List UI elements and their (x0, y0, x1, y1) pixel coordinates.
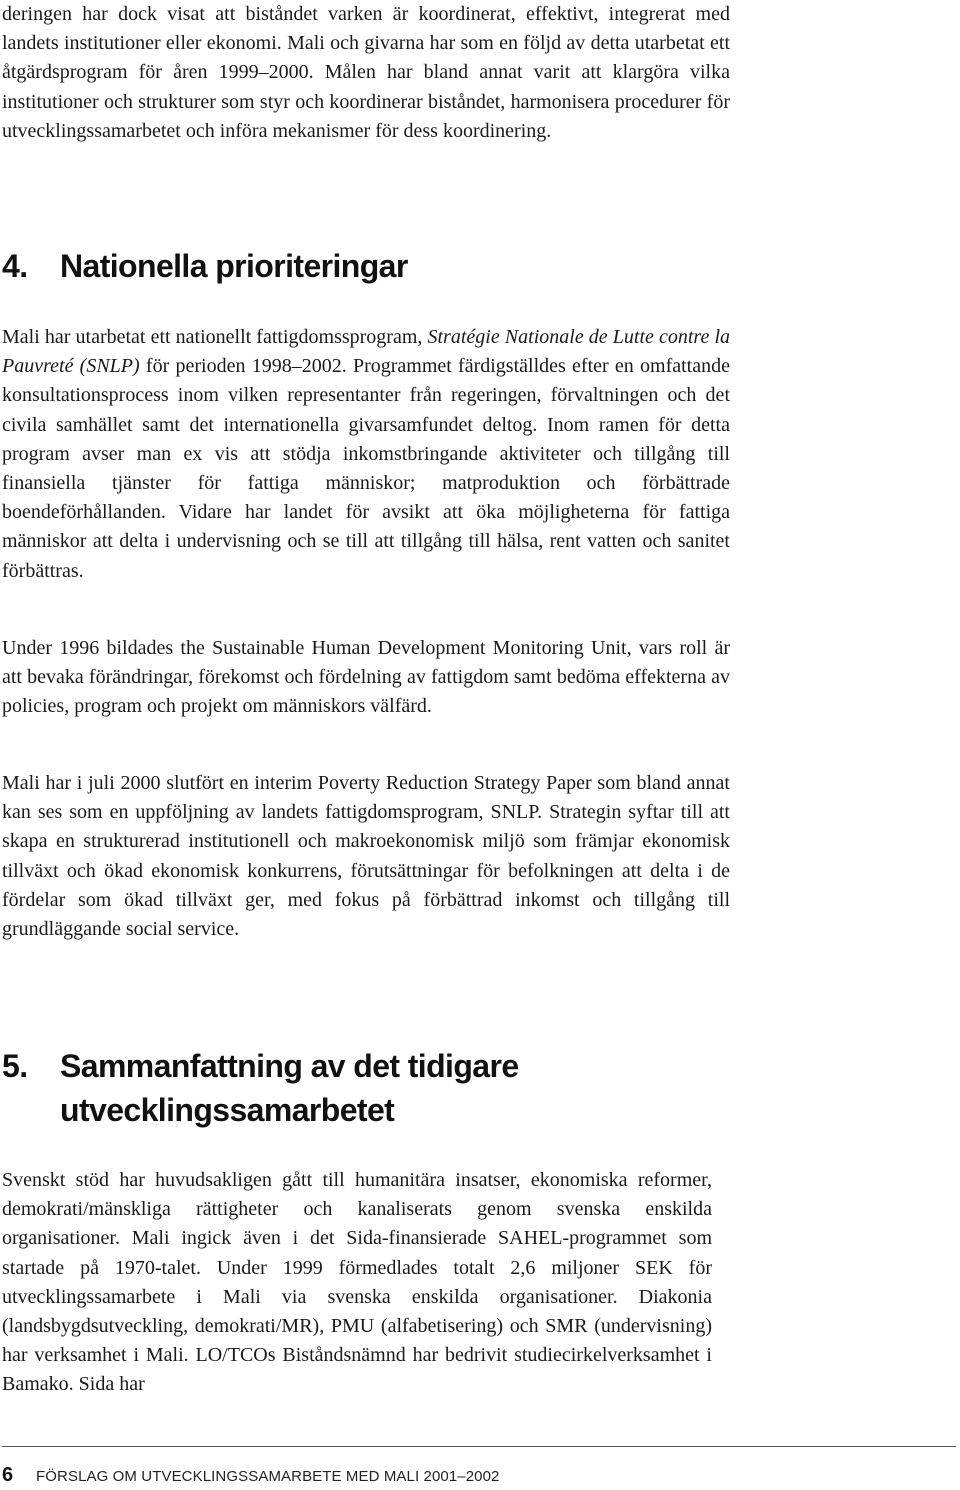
section-4-paragraph-1 (2, 323, 730, 586)
intro-paragraph: deringen har dock visat att biståndet varken är koordinerat, effektivt, integrerat med landets institutioner eller ekonomi. Mali och givarna har som en följd av detta utarbetat ett åtgärdsprogram för åren 1999–2000. Målen har bland annat varit att klargöra vilka institutioner och strukturer som styr och koordinerar biståndet, harmonisera procedurer för utvecklingssamarbetet och införa mekanismer för dess koordinering. (2, 3, 730, 142)
section-4-heading (2, 244, 408, 288)
footer-divider (2, 1446, 956, 1447)
section-4-paragraph-1-rest: för perioden 1998–2002. Programmet färdigställdes efter en omfattande konsultationsprocess inom vilken representanter från regeringen, förvaltningen och det civila samhället samt det internationella givarsamfundet deltog. Inom ramen för detta program avser man ex vis att stödja inkomstbringande aktiviteter och tillgång till finansiella tjänster för fattiga människor; matproduktion och förbättrade boendeförhållanden. Vidare har landet för avsikt att öka möjligheterna för fattiga människor att delta i undervisning och se till att tillgång till hälsa, rent vatten och sanitet förbättras. (2, 355, 730, 582)
page-footer (2, 1464, 499, 1490)
section-4-title: Nationella prioriteringar (60, 248, 408, 284)
section-4-paragraph-1-start: Mali har utarbetat ett nationellt fattigdomssprogram, (2, 326, 428, 348)
running-title: FÖRSLAG OM UTVECKLINGSSAMARBETE MED MALI 2001–2002 (36, 1468, 500, 1485)
section-4-paragraph-2: Under 1996 bildades the Sustainable Human Development Monitoring Unit, vars roll är att bevaka förändringar, förekomst och fördelning av fattigdom samt bedöma effekterna av policies, program och projekt om människors välfärd. (2, 637, 730, 718)
section-4-number: 4. (2, 248, 28, 284)
section-5-paragraph-1: Svenskt stöd har huvudsakligen gått till humanitära insatser, ekonomiska reformer, demokrati/mänskliga rättigheter och kanaliserats genom svenska enskilda organisationer. Mali ingick även i det Sida-finansierade SAHEL-programmet som startade på 1970-talet. Under 1999 förmedlades totalt 2,6 miljoner SEK för utvecklingssamarbete i Mali via svenska enskilda organisationer. Diakonia (landsbygdsutveckling, demokrati/MR), PMU (alfabetisering) och SMR (undervisning) har verksamhet i Mali. LO/TCOs Biståndsnämnd har bedrivit studiecirkelverksamhet i Bamako. Sida har (2, 1169, 712, 1396)
section-5-number: 5. (2, 1048, 28, 1084)
page-number: 6 (2, 1464, 14, 1486)
section-5-heading (2, 1044, 730, 1132)
section-4-paragraph-3: Mali har i juli 2000 slutfört en interim Poverty Reduction Strategy Paper som bland annat kan ses som en uppföljning av landets fattigdomsprogram, SNLP. Strategin syftar till att skapa en strukturerad institutionell och makroekonomisk miljö som främjar ekonomisk tillväxt och ökad ekonomisk konkurrens, förutsättningar för befolkningen att delta i de fördelar som ökad tillväxt ger, med fokus på förbättrad inkomst och tillgång till grundläggande social service. (2, 772, 730, 941)
snlp-program-name: Stratégie Nationale de Lutte contre la Pauvreté (SNLP) (2, 326, 730, 378)
section-5-title: Sammanfattning av det tidigare utvecklingssamarbetet (60, 1048, 519, 1128)
